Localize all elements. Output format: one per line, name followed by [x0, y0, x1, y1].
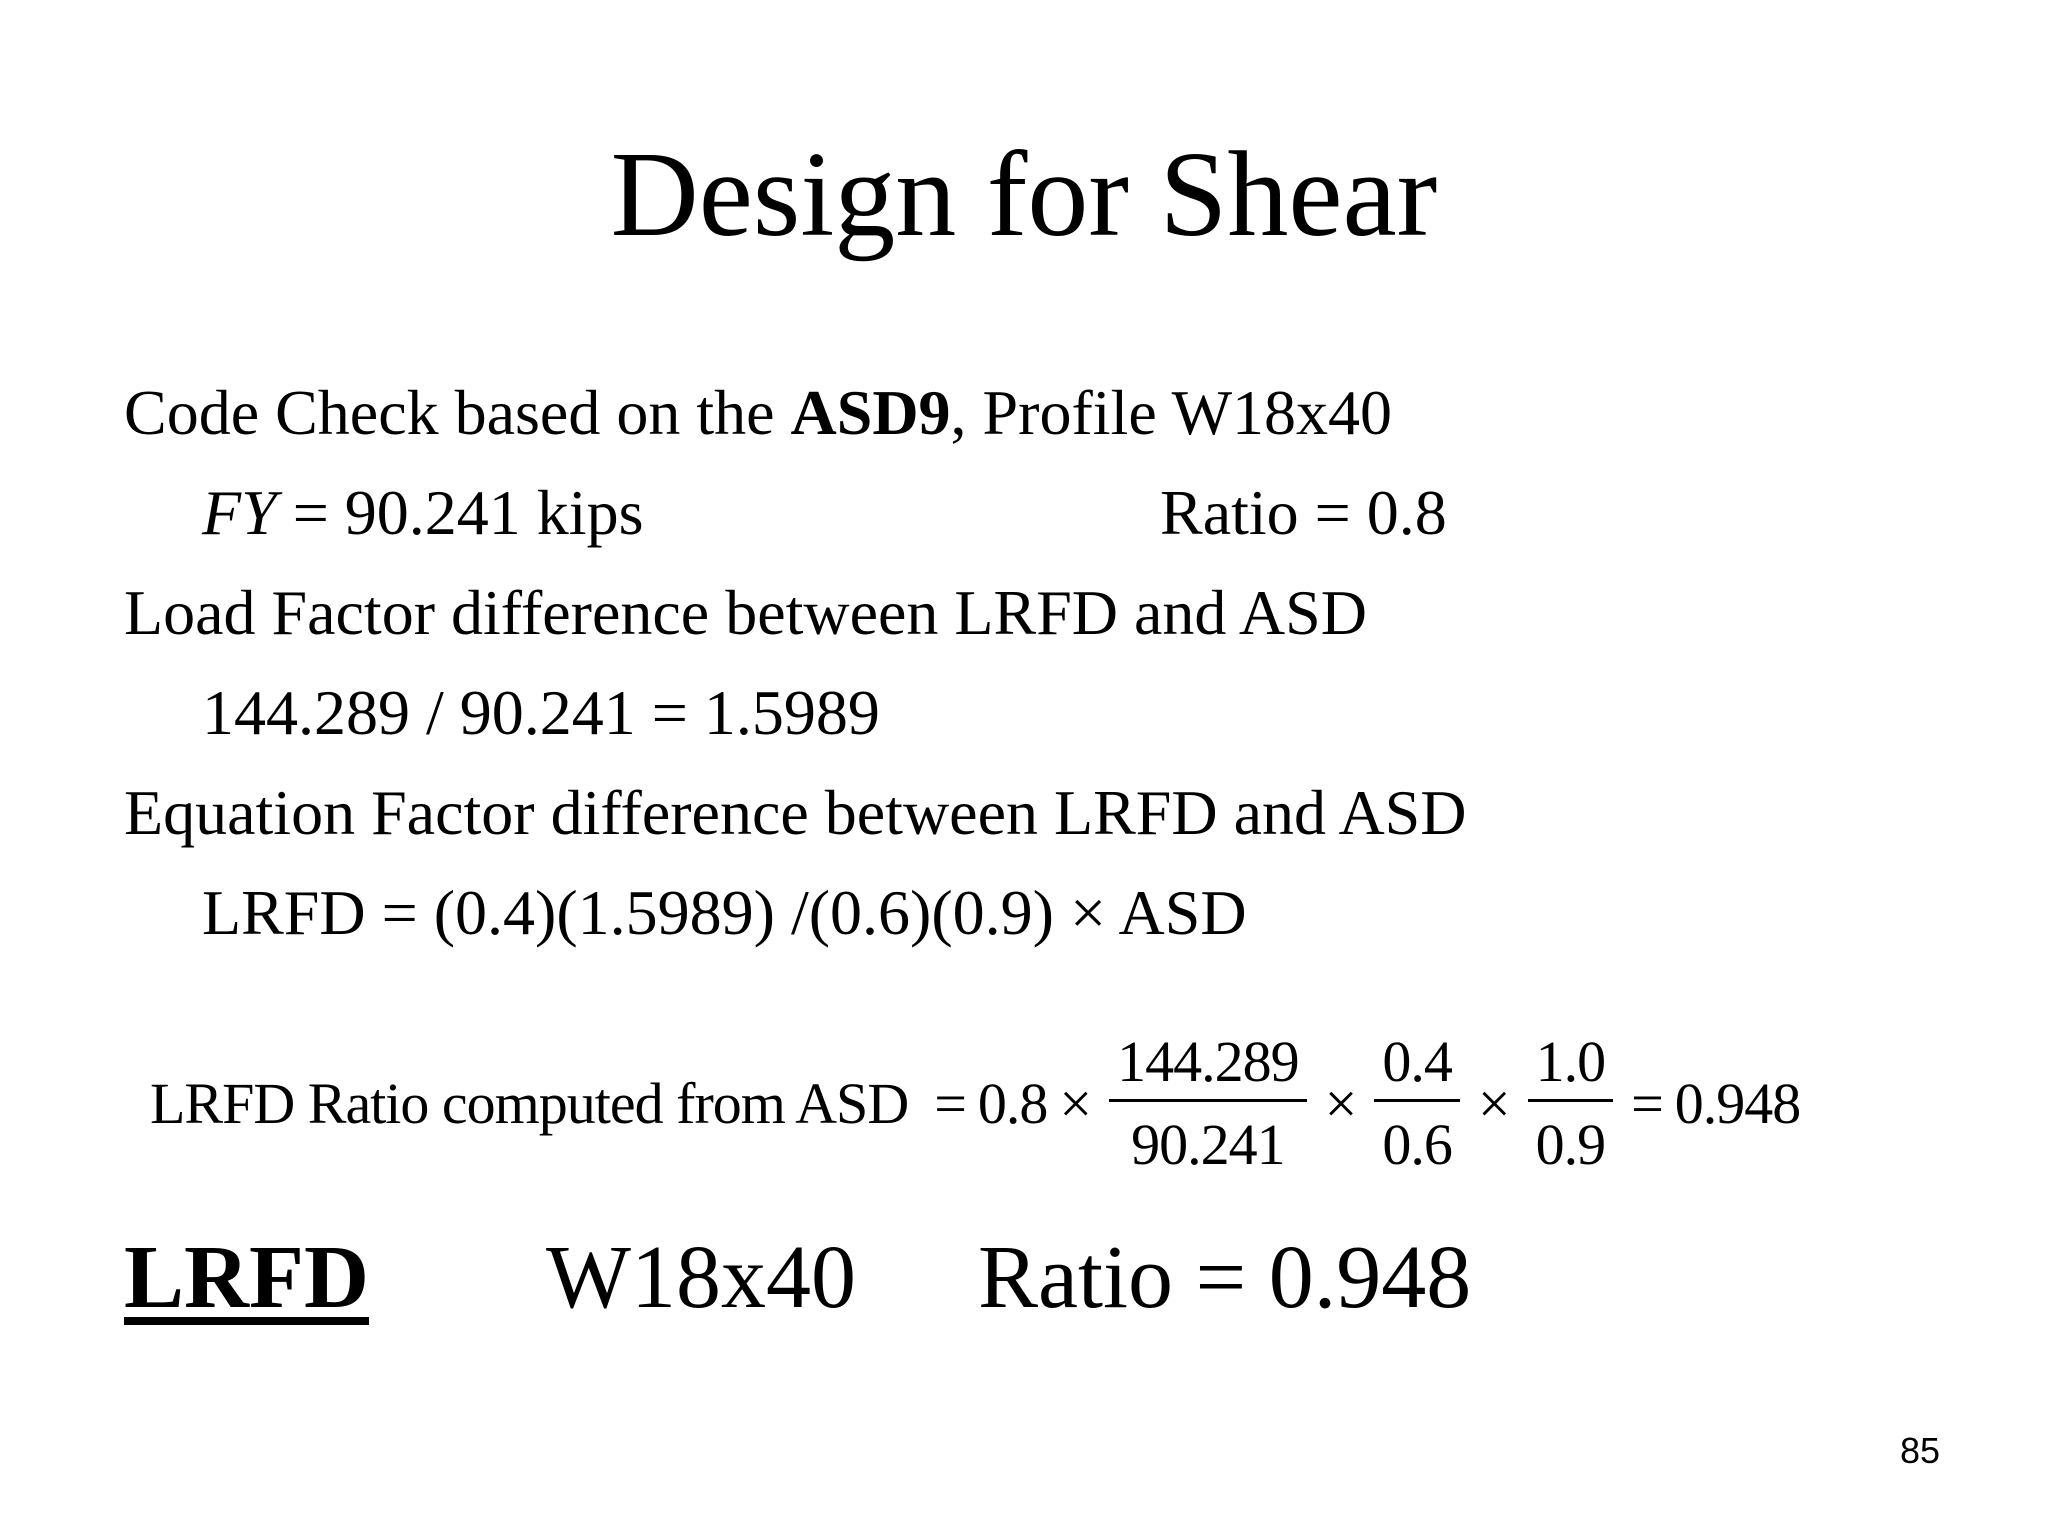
- page-title: Design for Shear: [610, 127, 1438, 262]
- code-name: ASD9: [790, 377, 951, 448]
- equation-result: 0.948: [1674, 1070, 1801, 1136]
- equation-factor-fraction: [1374, 1028, 1460, 1177]
- fraction-denominator: 0.6: [1382, 1111, 1452, 1177]
- page-number: 85: [1900, 1430, 1941, 1471]
- fraction-denominator: 90.241: [1131, 1111, 1285, 1177]
- asd-ratio: Ratio = 0.8: [1160, 477, 1447, 548]
- code-check-suffix: , Profile W18x40: [950, 377, 1392, 448]
- result-ratio: Ratio = 0.948: [978, 1228, 1472, 1327]
- equals-sign: =: [934, 1070, 966, 1136]
- load-factor-heading: Load Factor difference between LRFD and ASD: [124, 577, 1367, 648]
- fy-line: [202, 478, 643, 548]
- times-sign: ×: [1324, 1070, 1357, 1136]
- result-profile: W18x40: [546, 1228, 856, 1327]
- result-label: LRFD: [124, 1228, 369, 1327]
- fraction-denominator: 0.9: [1535, 1111, 1606, 1177]
- equals-sign: =: [1631, 1070, 1663, 1136]
- load-factor-calc: 144.289 / 90.241 = 1.5989: [202, 677, 880, 748]
- code-check-line: [124, 378, 1392, 448]
- fy-variable: FY: [202, 477, 277, 548]
- fy-value: = 90.241 kips: [276, 477, 644, 548]
- fraction-numerator: 1.0: [1528, 1033, 1614, 1102]
- equation-lead: LRFD Ratio computed from ASD: [150, 1070, 909, 1136]
- equation-factor-calc: LRFD = (0.4)(1.5989) /(0.6)(0.9) × ASD: [202, 877, 1247, 948]
- load-factor-fraction: [1109, 1028, 1307, 1177]
- lrfd-ratio-equation: [150, 1028, 1800, 1178]
- code-check-prefix: Code Check based on the: [124, 377, 791, 448]
- times-sign: ×: [1477, 1070, 1510, 1136]
- times-sign: ×: [1059, 1070, 1092, 1136]
- resistance-factor-fraction: [1528, 1028, 1614, 1177]
- equation-factor-heading: Equation Factor difference between LRFD and ASD: [124, 777, 1467, 848]
- asd-ratio-value: 0.8: [977, 1070, 1048, 1136]
- fraction-numerator: 144.289: [1109, 1033, 1307, 1102]
- fraction-numerator: 0.4: [1374, 1033, 1460, 1102]
